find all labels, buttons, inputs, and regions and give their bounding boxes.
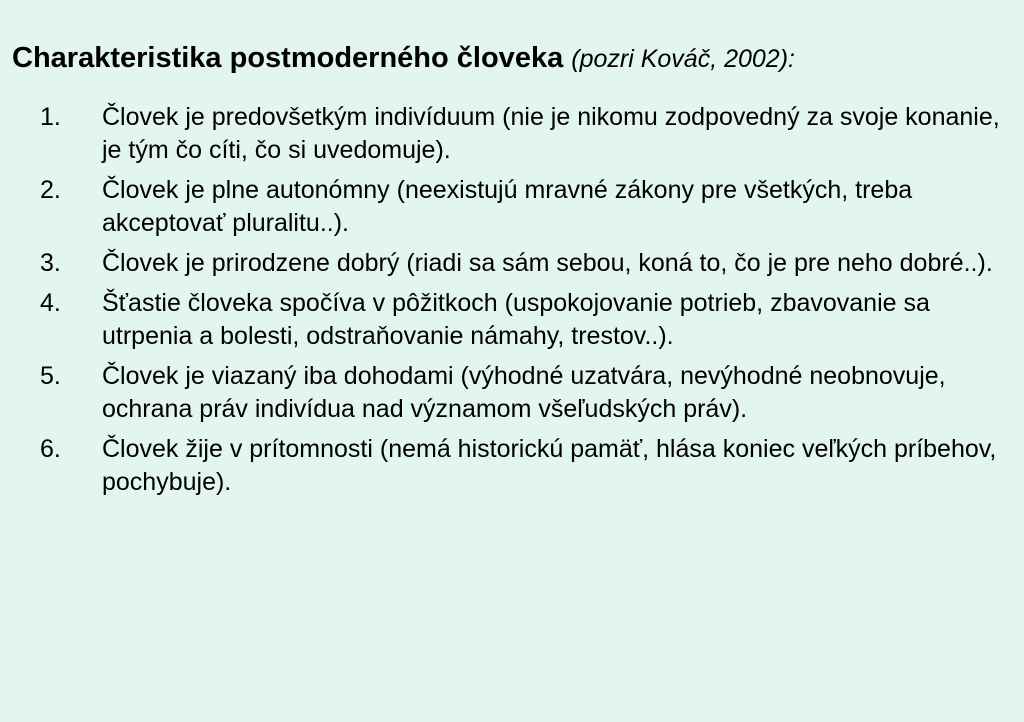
list-item — [40, 287, 1010, 353]
item-number: 2. — [40, 176, 61, 204]
item-text: Človek je plne autonómny (neexistujú mravné zákony pre všetkých, treba akceptovať pluralitu..). — [102, 176, 913, 237]
item-text: Šťastie človeka spočíva v pôžitkoch (uspokojovanie potrieb, zbavovanie sa utrpenia a bolesti, odstraňovanie námahy, trestov..). — [102, 289, 930, 350]
item-number: 5. — [40, 362, 61, 390]
item-number: 1. — [40, 103, 61, 131]
characteristics-list — [40, 101, 1010, 506]
item-text: Človek je prirodzene dobrý (riadi sa sám sebou, koná to, čo je pre neho dobré..). — [102, 249, 993, 277]
title-main-text: Charakteristika postmoderného človeka — [12, 42, 564, 74]
list-item — [40, 101, 1010, 167]
list-item — [40, 174, 1010, 240]
list-item — [40, 433, 1010, 499]
item-text: Človek žije v prítomnosti (nemá historickú pamäť, hlása koniec veľkých príbehov, pochybuje). — [102, 435, 997, 496]
item-number: 4. — [40, 289, 61, 317]
list-item — [40, 247, 1010, 280]
item-text: Človek je viazaný iba dohodami (výhodné uzatvára, nevýhodné neobnovuje, ochrana práv indivídua nad významom všeľudských práv). — [102, 362, 946, 423]
title-reference-text: (pozri Kováč, 2002): — [571, 45, 795, 73]
item-number: 3. — [40, 249, 61, 277]
item-text: Človek je predovšetkým indivíduum (nie je nikomu zodpovedný za svoje konanie, je tým čo cíti, čo si uvedomuje). — [102, 103, 1000, 164]
list-item — [40, 360, 1010, 426]
item-number: 6. — [40, 435, 61, 463]
slide-title — [12, 38, 795, 79]
